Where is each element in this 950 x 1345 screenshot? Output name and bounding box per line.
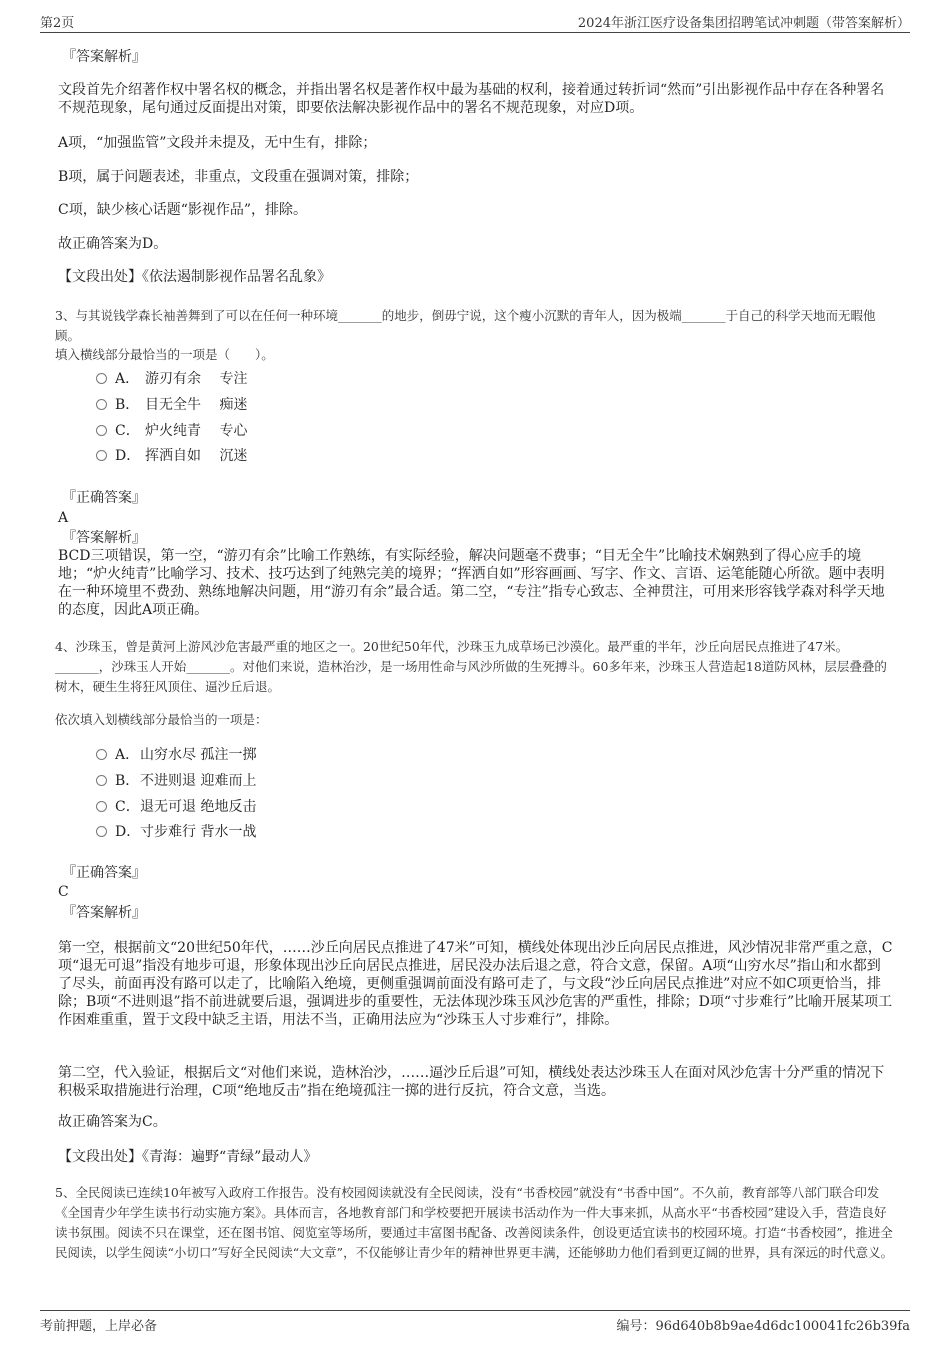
radio-icon[interactable] xyxy=(96,450,107,461)
q3-answer-label: 『正确答案』 xyxy=(62,490,146,506)
q3-prompt: 填入横线部分最恰当的一项是（ ）。 xyxy=(55,347,274,362)
q4-conclusion: 故正确答案为C。 xyxy=(58,1114,167,1130)
q4-prompt: 依次填入划横线部分最恰当的一项是： xyxy=(55,712,268,727)
q4-answer: C xyxy=(58,884,69,900)
footer-serial: 编号：96d640b8b9ae4d6dc100041fc26b39fa xyxy=(616,1319,910,1334)
radio-icon[interactable] xyxy=(96,801,107,812)
q2-source: 【文段出处】《依法遏制影视作品署名乱象》 xyxy=(58,269,331,285)
page-footer xyxy=(40,1310,910,1334)
q4-option-c[interactable]: C．退无可退 绝地反击 xyxy=(96,798,256,816)
page-header xyxy=(40,10,910,33)
q2-option-c-note: C项，缺少核心话题“影视作品”，排除。 xyxy=(58,202,308,218)
q3-stem: 3、与其说钱学森长袖善舞到了可以在任何一种环境_______的地步，倒毋宁说，这个瘦小沉默的青年人，因为极端_______于自己的科学天地而无暇他顾。 xyxy=(55,308,876,343)
q4-answer-label: 『正确答案』 xyxy=(62,865,146,881)
q4-analysis-para1: 第一空，根据前文“20世纪50年代，……沙丘向居民点推进了47米”可知，横线处体现出沙丘向居民点推进，风沙情况非常严重之意，C项“退无可退”指没有地步可退，形象体现出沙丘向居民点推进，居民没办法后退之意，符合文意，保留。A项“山穷水尽”指山和水都到了尽头，前面再没有路可以走了，比喻陷入绝境，更侧重强调前面没有路可走了，与文段“沙丘向居民点推进”对应不如C项更恰当，排除；B项“不进则退”指不前进就要后退，强调进步的重要性，无法体现沙珠玉风沙危害的严重性，排除；D项“寸步难行”比喻开展某项工作困难重重，置于文段中缺乏主语，用法不当，正确用法应为“沙珠玉人寸步难行”，排除。 xyxy=(58,940,893,1028)
q4-option-b[interactable]: B．不进则退 迎难而上 xyxy=(96,772,256,790)
q3-option-a[interactable]: A． 游刃有余 专注 xyxy=(96,370,247,388)
q2-conclusion: 故正确答案为D。 xyxy=(58,236,168,252)
q4-option-a[interactable]: A．山穷水尽 孤注一掷 xyxy=(96,746,256,764)
radio-icon[interactable] xyxy=(96,425,107,436)
q2-analysis-para: 文段首先介绍著作权中署名权的概念，并指出署名权是著作权中最为基础的权利，接着通过转折词“然而”引出影视作品中存在各种署名不规范现象，尾句通过反面提出对策，即要依法解决影视作品中的署名不规范现象，对应D项。 xyxy=(58,82,885,116)
q4-analysis-para2: 第二空，代入验证，根据后文“对他们来说，造林治沙，……逼沙丘后退”可知，横线处表达沙珠玉人在面对风沙危害十分严重的情况下积极采取措施进行治理，C项“绝地反击”指在绝境孤注一掷的进行反抗，符合文意，当选。 xyxy=(58,1065,885,1099)
q3-analysis-label: 『答案解析』 xyxy=(62,530,146,546)
q3-option-d[interactable]: D． 挥洒自如 沉迷 xyxy=(96,447,247,465)
q5-stem: 5、全民阅读已连续10年被写入政府工作报告。没有校园阅读就没有全民阅读，没有“书香校园”就没有“书香中国”。不久前，教育部等八部门联合印发《全国青少年学生读书行动实施方案》。具体而言，各地教育部门和学校要把开展读书活动作为一件大事来抓，从高水平“书香校园”建设入手，营造良好读书氛围。阅读不只在课堂，还在图书馆、阅览室等场所，要通过丰富图书配备、改善阅读条件，创设更适宜读书的校园环境。打造“书香校园”，推进全民阅读，以学生阅读“小切口”写好全民阅读“大文章”，不仅能够让青少年的精神世界更丰满，还能够助力他们看到更辽阔的世界，具有深远的时代意义。 xyxy=(55,1185,894,1260)
footer-slogan: 考前押题，上岸必备 xyxy=(40,1319,158,1334)
q4-option-d[interactable]: D．寸步难行 背水一战 xyxy=(96,823,256,841)
q4-analysis-label: 『答案解析』 xyxy=(62,905,146,921)
page-number: 第2页 xyxy=(40,16,75,31)
radio-icon[interactable] xyxy=(96,826,107,837)
q2-analysis-label: 『答案解析』 xyxy=(62,49,146,65)
q4-stem: 4、沙珠玉，曾是黄河上游风沙危害最严重的地区之一。20世纪50年代，沙珠玉九成草场已沙漠化。最严重的半年，沙丘向居民点推进了47米。_______，沙珠玉人开始_______。对他们来说，造林治沙，是一场用性命与风沙所做的生死搏斗。60多年来，沙珠玉人营造起18道防风林，层层叠叠的树木，硬生生将狂风顶住、逼沙丘后退。 xyxy=(55,639,887,694)
radio-icon[interactable] xyxy=(96,749,107,760)
document-title: 2024年浙江医疗设备集团招聘笔试冲刺题（带答案解析） xyxy=(577,16,910,31)
q3-analysis: BCD三项错误，第一空，“游刃有余”比喻工作熟练，有实际经验，解决问题毫不费事；“目无全牛”比喻技术娴熟到了得心应手的境地；“炉火纯青”比喻学习、技术、技巧达到了纯熟完美的境界；“挥洒自如”形容画画、写字、作文、言语、运笔能随心所欲。题中表明在一种环境里不费劲、熟练地解决问题，用“游刃有余”最合适。第二空，“专注”指专心致志、全神贯注，可用来形容钱学森对科学天地的态度，因此A项正确。 xyxy=(58,548,885,618)
q4-source: 【文段出处】《青海：遍野“青绿”最动人》 xyxy=(58,1149,318,1165)
q3-option-c[interactable]: C． 炉火纯青 专心 xyxy=(96,422,247,440)
radio-icon[interactable] xyxy=(96,399,107,410)
radio-icon[interactable] xyxy=(96,373,107,384)
q3-option-b[interactable]: B． 目无全牛 痴迷 xyxy=(96,396,247,414)
q2-option-a-note: A项，“加强监管”文段并未提及，无中生有，排除； xyxy=(58,135,377,151)
q2-option-b-note: B项，属于问题表述，非重点，文段重在强调对策，排除； xyxy=(58,169,419,185)
q3-answer: A xyxy=(58,510,69,526)
radio-icon[interactable] xyxy=(96,775,107,786)
